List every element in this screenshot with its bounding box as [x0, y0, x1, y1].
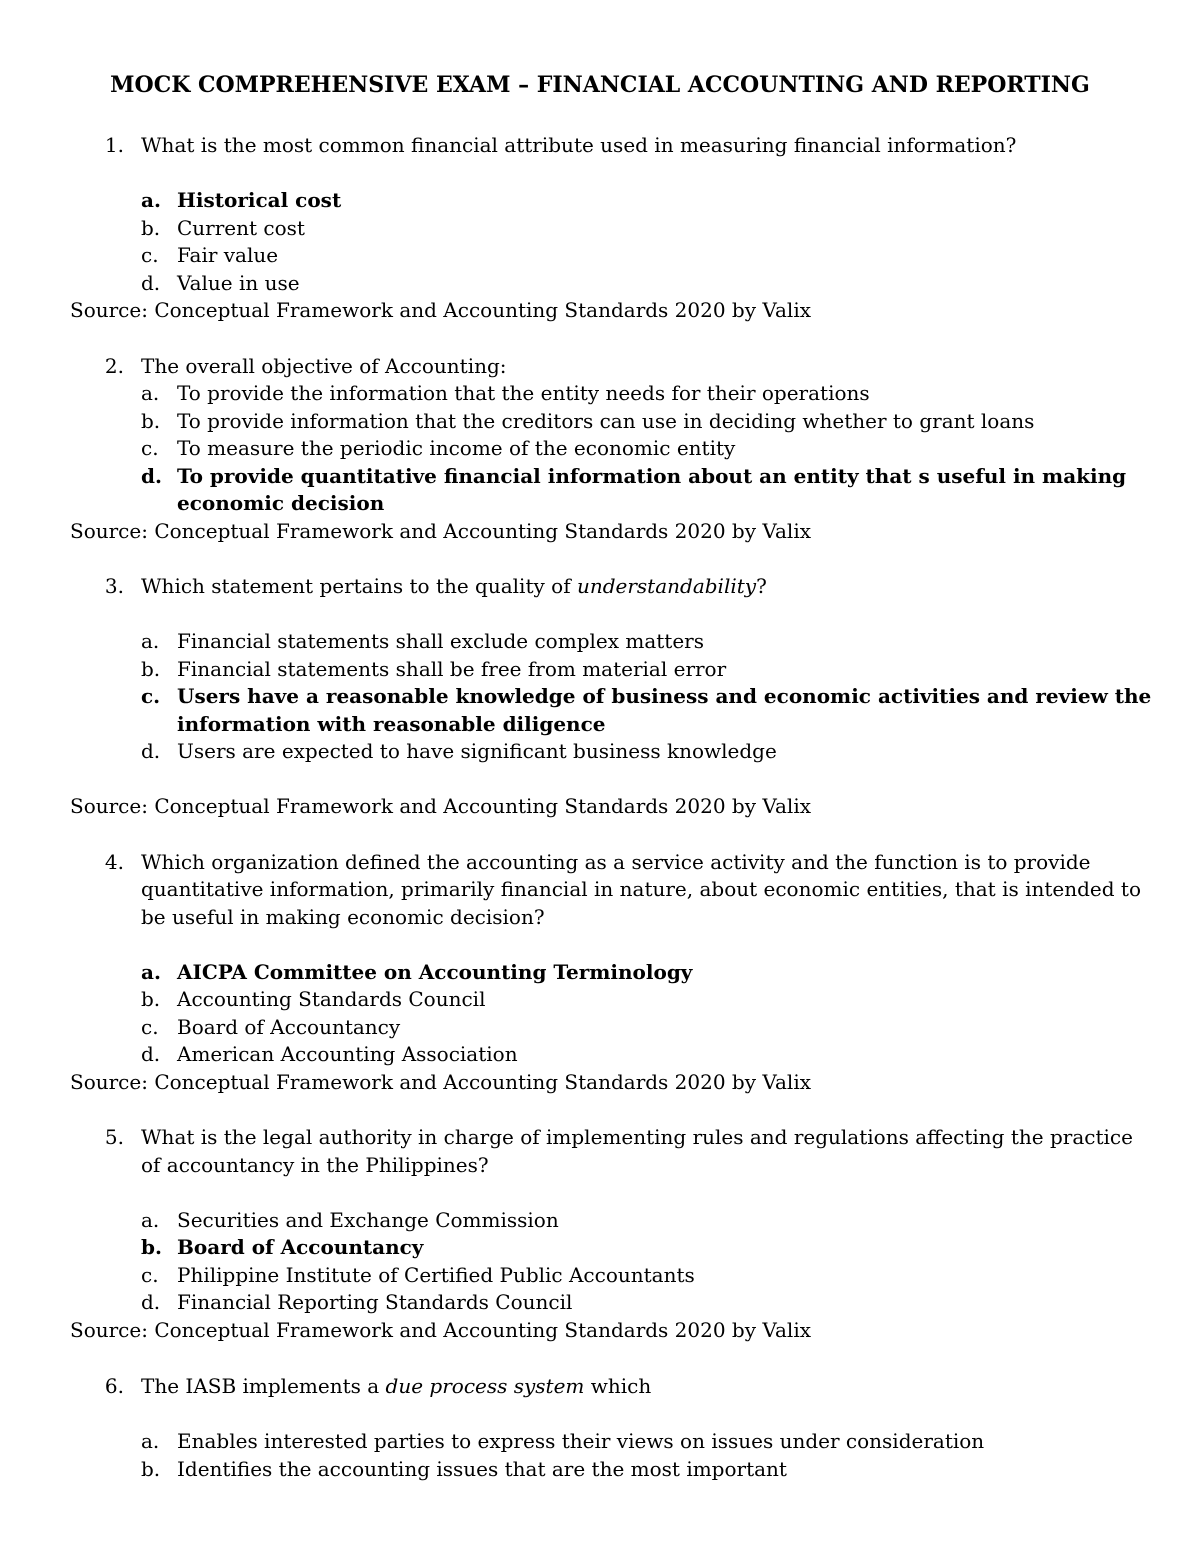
option-letter: a. [141, 1208, 160, 1232]
option-letter: b. [141, 1457, 161, 1481]
question-number: 1. [104, 133, 124, 157]
option-text: Financial statements shall be free from material error [177, 657, 727, 681]
question-text: What is the legal authority in charge of implementing rules and regulations affecting the practice [141, 1125, 1133, 1149]
option-text: To provide information that the creditors can use in deciding whether to grant loans [177, 409, 1035, 433]
option-text-answer: To provide quantitative financial information about an entity that s useful in making [177, 464, 1127, 488]
option-text: Accounting Standards Council [177, 987, 486, 1011]
option-text: To provide the information that the entity needs for their operations [177, 381, 870, 405]
question-number: 3. [104, 574, 124, 598]
question-text-post: which [584, 1374, 652, 1398]
question-text [141, 573, 767, 599]
question-number: 2. [104, 354, 124, 378]
question-text-pre: The IASB implements a [141, 1374, 386, 1398]
option-letter: b. [141, 657, 161, 681]
question-text-cont: quantitative information, primarily financial in nature, about economic entities, that is intended to [141, 877, 1141, 901]
question-text: What is the most common financial attribute used in measuring financial information? [141, 133, 1017, 157]
option-letter: a. [141, 960, 161, 984]
option-text-answer: Board of Accountancy [177, 1235, 424, 1259]
option-text: Identifies the accounting issues that are the most important [177, 1457, 787, 1481]
option-text: Board of Accountancy [177, 1015, 401, 1039]
source-citation: Source: Conceptual Framework and Accounting Standards 2020 by Valix [70, 794, 811, 818]
question-text-cont: be useful in making economic decision? [141, 905, 545, 929]
option-text-answer: Historical cost [177, 188, 342, 212]
question-text [141, 1373, 651, 1399]
option-letter: d. [141, 464, 162, 488]
option-letter: c. [141, 436, 159, 460]
question-text-post: ? [756, 574, 767, 598]
question-number: 4. [104, 850, 124, 874]
option-letter: c. [141, 1015, 159, 1039]
option-letter: d. [141, 271, 161, 295]
document-title: MOCK COMPREHENSIVE EXAM – FINANCIAL ACCOUNTING AND REPORTING [110, 72, 1090, 98]
option-text-answer: Users have a reasonable knowledge of business and economic activities and review the [177, 684, 1152, 708]
option-text: Securities and Exchange Commission [177, 1208, 559, 1232]
option-letter: c. [141, 1263, 159, 1287]
source-citation: Source: Conceptual Framework and Accounting Standards 2020 by Valix [70, 1070, 811, 1094]
source-citation: Source: Conceptual Framework and Accounting Standards 2020 by Valix [70, 519, 811, 543]
option-text: American Accounting Association [177, 1042, 518, 1066]
source-citation: Source: Conceptual Framework and Accounting Standards 2020 by Valix [70, 1318, 811, 1342]
option-text: To measure the periodic income of the economic entity [177, 436, 736, 460]
option-letter: a. [141, 629, 160, 653]
option-letter: a. [141, 1429, 160, 1453]
option-text: Enables interested parties to express their views on issues under consideration [177, 1429, 985, 1453]
question-text: Which organization defined the accounting as a service activity and the function is to provide [141, 850, 1091, 874]
option-letter: b. [141, 1235, 162, 1259]
option-text-answer-cont: economic decision [177, 491, 385, 515]
option-letter: a. [141, 381, 160, 405]
option-letter: b. [141, 409, 161, 433]
option-letter: b. [141, 216, 161, 240]
question-text-emphasis: due process system [385, 1374, 585, 1398]
option-text: Financial statements shall exclude complex matters [177, 629, 704, 653]
option-letter: a. [141, 188, 161, 212]
option-letter: d. [141, 1042, 161, 1066]
option-text-answer-cont: information with reasonable diligence [177, 712, 606, 736]
option-text-answer: AICPA Committee on Accounting Terminology [177, 960, 693, 984]
option-text: Philippine Institute of Certified Public Accountants [177, 1263, 695, 1287]
option-letter: d. [141, 739, 161, 763]
option-letter: c. [141, 243, 159, 267]
option-letter: b. [141, 987, 161, 1011]
question-text-cont: of accountancy in the Philippines? [141, 1153, 489, 1177]
option-letter: c. [141, 684, 161, 708]
option-text: Value in use [177, 271, 300, 295]
option-text: Current cost [177, 216, 305, 240]
option-text: Financial Reporting Standards Council [177, 1290, 573, 1314]
option-text: Fair value [177, 243, 279, 267]
source-citation: Source: Conceptual Framework and Accounting Standards 2020 by Valix [70, 298, 811, 322]
question-text-pre: Which statement pertains to the quality of [141, 574, 577, 598]
question-number: 5. [104, 1125, 124, 1149]
option-text: Users are expected to have significant business knowledge [177, 739, 777, 763]
question-text: The overall objective of Accounting: [141, 354, 507, 378]
option-letter: d. [141, 1290, 161, 1314]
question-number: 6. [104, 1374, 124, 1398]
question-text-emphasis: understandability [576, 574, 757, 598]
